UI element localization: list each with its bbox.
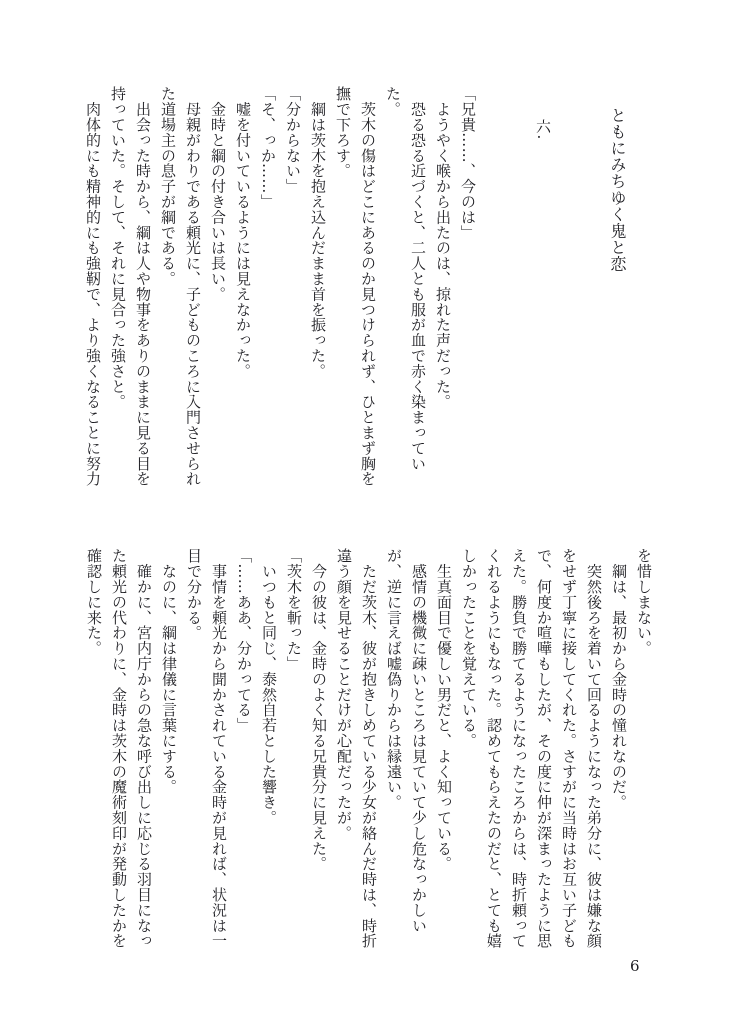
text-line: 嘘を付いているようには見えなかった。 <box>234 86 252 379</box>
text-block-bottom <box>81 548 656 948</box>
text-line: 確認しに来た。 <box>85 548 103 656</box>
text-line: 「そ、っか……」 <box>259 86 277 210</box>
text-line: 茨木の傷はどこにあるのか見つけられず、ひとまず胸を <box>359 86 377 487</box>
text-line: 目で分かる。 <box>185 548 203 641</box>
text-line: 「兄貴……、今のは」 <box>459 86 477 240</box>
text-line: た頼光の代わりに、金時は茨木の魔術刻印が発動したかを <box>110 548 128 949</box>
text-line: えた。勝負で勝てるようになったころからは、時折頼って <box>510 548 528 949</box>
text-line: 違う顔を見せることだけが心配だったが。 <box>335 548 353 841</box>
text-line: 「茨木を斬った」 <box>285 548 303 672</box>
page-number: 6 <box>630 957 640 975</box>
text-line: 綱は、最初から金時の憧れなのだ。 <box>610 548 628 810</box>
text-line: をせず丁寧に接してくれた。さすがに当時はお互い子ども <box>560 548 578 949</box>
text-line: 今の彼は、金時のよく知る兄貴分に見えた。 <box>310 548 328 872</box>
text-line: 事情を頼光から聞かされている金時が見れば、状況は一 <box>210 548 228 949</box>
text-line: 生真面目で優しい男だと、よく知っている。 <box>435 548 453 872</box>
text-line: 確かに、宮内庁からの急な呼び出しに応じる羽目になっ <box>135 548 153 949</box>
text-line: 出会った時から、綱は人や物事をありのままに見る目を <box>134 86 152 487</box>
text-line: しかったことを覚えている。 <box>460 548 478 749</box>
text-line: 恐る恐る近づくと、二人とも服が血で赤く染まってい <box>409 86 427 471</box>
text-line: 感情の機微に疎いところは見ていて少し危なっかしい <box>410 548 428 933</box>
text-block-top <box>80 86 630 486</box>
text-line: た道場主の息子が綱である。 <box>159 86 177 287</box>
text-line: ただ茨木、彼が抱きしめている少女が絡んだ時は、時折 <box>360 548 378 949</box>
chapter-heading: 六. <box>534 119 552 140</box>
text-line: 母親がわりである頼光に、子どものころに入門させられ <box>184 86 202 487</box>
text-line: た。 <box>384 86 402 117</box>
text-line: 金時と綱の付き合いは長い。 <box>209 86 227 302</box>
story-title: ともにみちゆく鬼と恋 <box>608 107 627 272</box>
text-line: くれるようにもなった。認めてもらえたのだと、とても嬉 <box>485 548 503 949</box>
text-line: 「……ああ、分かってる」 <box>235 548 253 733</box>
text-line: 「分からない」 <box>284 86 302 194</box>
text-line: 綱は茨木を抱え込んだまま首を振った。 <box>309 86 327 379</box>
text-line: 肉体的にも精神的にも強靭で、より強くなることに努力 <box>84 86 102 487</box>
text-line: 持っていた。そして、それに見合った強さと。 <box>109 86 127 410</box>
text-line: いつもと同じ、泰然自若とした響き。 <box>260 548 278 826</box>
text-line: 撫で下ろす。 <box>334 86 352 179</box>
text-line: で、何度か喧嘩もしたが、その度に仲が深まったように思 <box>535 548 553 949</box>
text-line: 突然後ろを着いて回るようになった弟分に、彼は嫌な顔 <box>585 548 603 949</box>
text-line: が、逆に言えば嘘偽りからは縁遠い。 <box>385 548 403 810</box>
text-line: ようやく喉から出たのは、掠れた声だった。 <box>434 86 452 410</box>
text-line: を惜しまない。 <box>635 548 653 656</box>
text-line: なのに、綱は律儀に言葉にする。 <box>160 548 178 795</box>
